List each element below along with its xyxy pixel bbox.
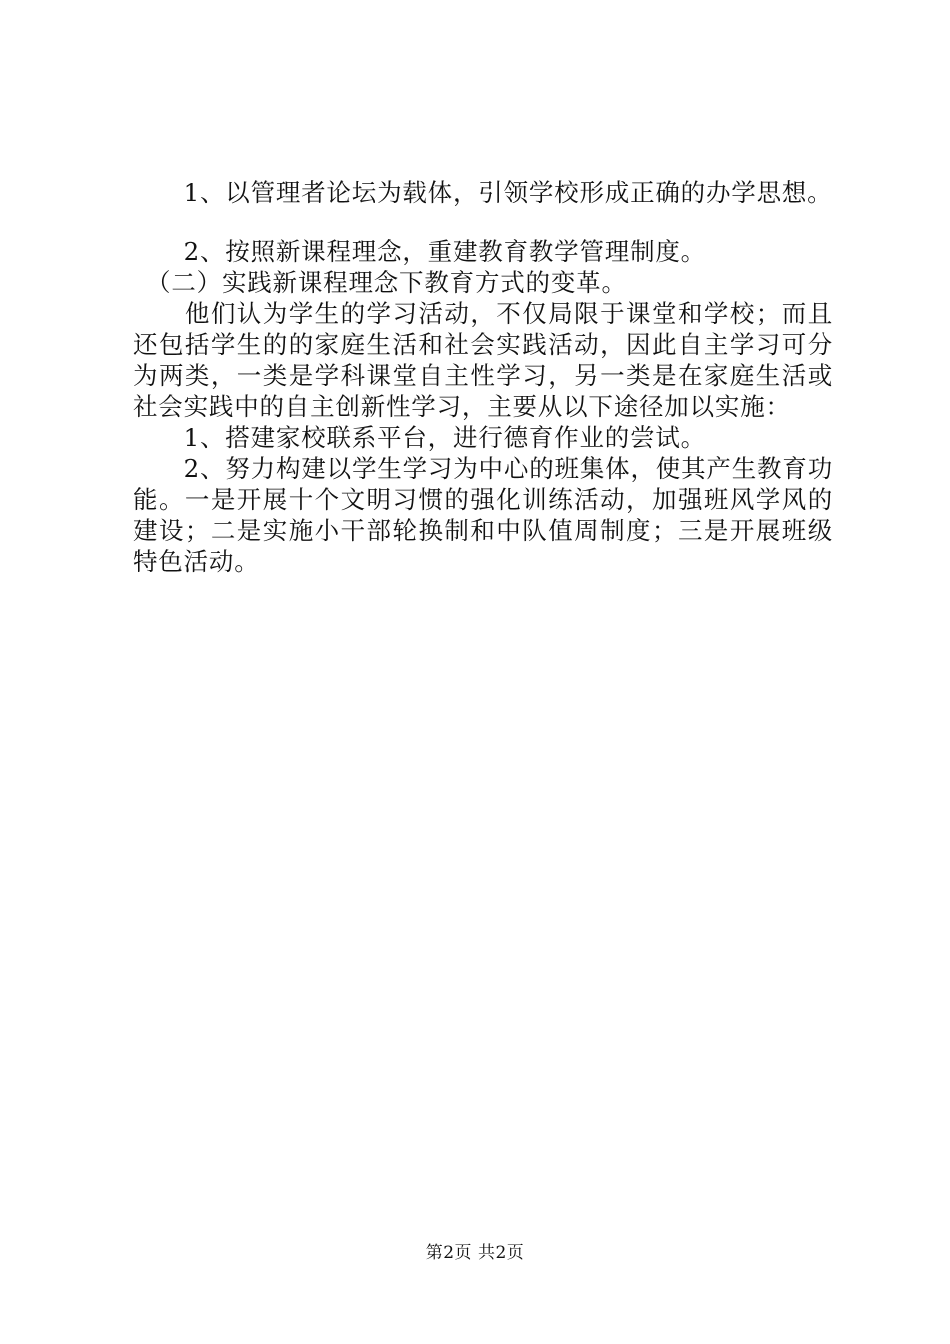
section-heading: （二）实践新课程理念下教育方式的变革。	[133, 268, 627, 297]
paragraph-line: 建设；二是实施小干部轮换制和中队值周制度；三是开展班级	[133, 516, 833, 545]
paragraph-line: 2、努力构建以学生学习为中心的班集体，使其产生教育功	[133, 454, 834, 483]
paragraph-line: 为两类，一类是学科课堂自主性学习，另一类是在家庭生活或	[133, 361, 833, 390]
paragraph-line: 1、搭建家校联系平台，进行德育作业的尝试。	[133, 423, 706, 452]
paragraph-line: 能。一是开展十个文明习惯的强化训练活动，加强班风学风的	[133, 485, 833, 514]
paragraph-line: 特色活动。	[133, 547, 260, 576]
paragraph-line: 他们认为学生的学习活动，不仅局限于课堂和学校；而且	[133, 299, 833, 328]
paragraph-line: 社会实践中的自主创新性学习，主要从以下途径加以实施：	[133, 392, 791, 421]
paragraph-line: 2、按照新课程理念，重建教育教学管理制度。	[133, 237, 706, 266]
page-footer: 第2页 共2页	[425, 1243, 525, 1263]
paragraph-line: 还包括学生的的家庭生活和社会实践活动，因此自主学习可分	[133, 330, 833, 359]
paragraph-line: 1、以管理者论坛为载体，引领学校形成正确的办学思想。	[133, 178, 833, 207]
